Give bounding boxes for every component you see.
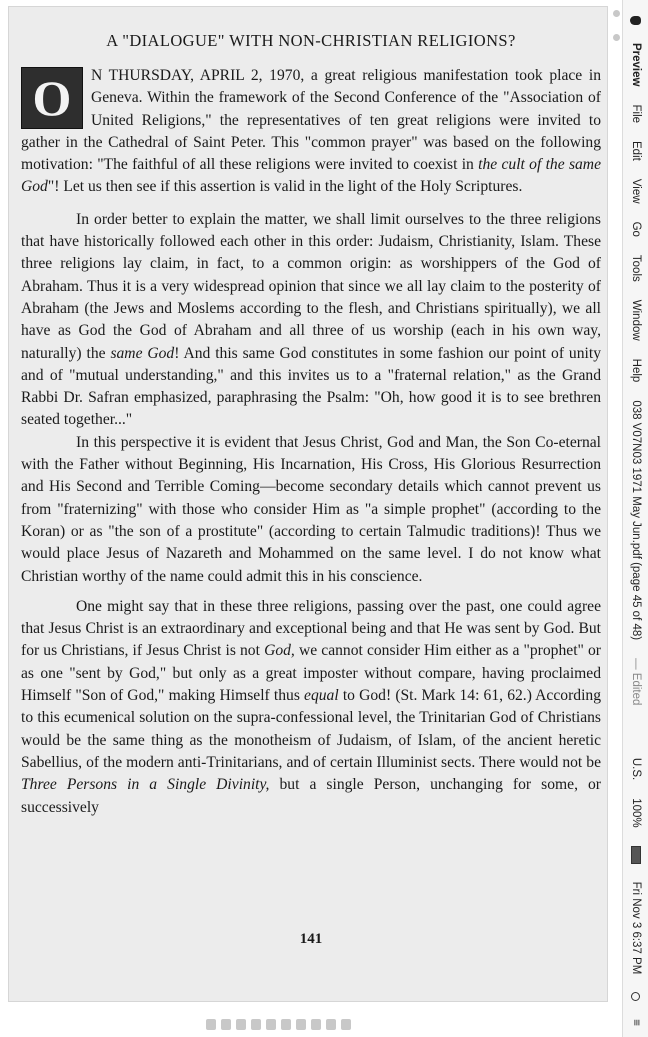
menu-window[interactable]: Window xyxy=(630,299,642,341)
bottom-toolbar xyxy=(206,1014,351,1034)
page-title: A "DIALOGUE" WITH NON-CHRISTIAN RELIGIONS? xyxy=(106,31,516,50)
menu-go[interactable]: Go xyxy=(630,221,642,237)
toolbar-icon[interactable] xyxy=(296,1019,306,1030)
toolbar-icon[interactable] xyxy=(236,1019,246,1030)
document-title[interactable]: 038 V07N03 1971 May Jun.pdf (page 45 of 48) xyxy=(630,400,642,641)
page-content xyxy=(21,31,602,947)
menubar-contents xyxy=(627,16,645,1026)
paragraph-1: O N THURSDAY, APRIL 2, 1970, a great religious manifestation took place in Geneva. Within the framework of the Second Conference of the "Association of United Religions," the representatives of ten great religions were invited to gather in the Cathedral of Saint Peter. This "common prayer" was based on the following motivation: "The faithful of all these religions were invited to coexist in the cult of the same God"! Let us then see if this assertion is valid in the light of the Holy Scriptures. xyxy=(21,67,601,196)
page-number: 141 xyxy=(299,931,323,947)
toolbar-icon[interactable] xyxy=(311,1019,321,1030)
toolbar-icon[interactable] xyxy=(251,1019,261,1030)
scroll-dot xyxy=(613,34,620,41)
vertical-scrollbar[interactable] xyxy=(613,8,620,998)
toolbar-icon[interactable] xyxy=(326,1019,336,1030)
menu-file[interactable]: File xyxy=(630,104,642,124)
menu-edit[interactable]: Edit xyxy=(630,141,642,161)
menu-tools[interactable]: Tools xyxy=(630,254,642,282)
battery-icon[interactable] xyxy=(631,846,641,864)
notification-center-icon[interactable]: ≡ xyxy=(630,1019,642,1026)
toolbar-icon[interactable] xyxy=(266,1019,276,1030)
app-menu[interactable]: Preview xyxy=(630,43,642,87)
battery-percent[interactable]: 100% xyxy=(630,798,642,828)
input-source[interactable]: U.S. xyxy=(630,757,642,781)
toolbar-icon[interactable] xyxy=(206,1019,216,1030)
toolbar-icon[interactable] xyxy=(281,1019,291,1030)
paragraph-4: One might say that in these three religions, passing over the past, one could agree that Jesus Christ is an extraordinary and exceptional being and that He was sent by God. But for us Christians, if Jesus Christ is not God, we cannot consider Him either as a "prophet" or as one "sent by God," but only as a great imposter without compare, having proclaimed Himself "Son of God," making Himself thus equal to God! (St. Mark 14: 61, 62.) According to this ecumenical solution on the supra-confessional level, the Trinitarian God of Christians would be the same thing as the monotheism of Judaism, of Islam, of the ancient heretic Sabellius, of the modern anti-Trinitarians, and of certain Illuminist sects. There would not be Three Persons in a Single Divinity, but a single Person, unchanging for some, or successively xyxy=(21,597,602,816)
edited-indicator[interactable]: — Edited xyxy=(630,658,642,706)
toolbar-icon[interactable] xyxy=(341,1019,351,1030)
pdf-page xyxy=(8,6,608,1002)
scroll-thumb[interactable] xyxy=(613,10,620,17)
menu-view[interactable]: View xyxy=(630,178,642,204)
drop-cap-ornament: O xyxy=(21,67,83,129)
clock[interactable]: Fri Nov 3 6:37 PM xyxy=(630,881,642,975)
spotlight-search-icon[interactable] xyxy=(632,992,641,1001)
apple-icon[interactable] xyxy=(631,16,642,25)
menu-help[interactable]: Help xyxy=(630,358,642,383)
system-menubar xyxy=(622,0,648,1037)
toolbar-icon[interactable] xyxy=(221,1019,231,1030)
paragraph-3: In this perspective it is evident that Jesus Christ, God and Man, the Son Co-eternal with the Father without Beginning, His Incarnation, His Cross, His Glorious Resurrection and His Second and Terrible Coming—become secondary details which cannot prevent us from "fraternizing" with those who consider Him as "a simple prophet" (according to the Koran) or as "the son of a prostitute" (according to certain Talmudic traditions)! Thus we would place Jesus of Nazareth and Mohammed on the same level. I do not know what Christian worthy of the name could admit this in his conscience. xyxy=(21,433,601,585)
paragraph-2: In order better to explain the matter, we shall limit ourselves to the three religions that have historically followed each other in this order: Judaism, Christianity, Islam. These three religions lay claim, in fact, to a common origin: as worshippers of the God of Abraham. Thus it is a very widespread opinion that since we all lay claim to the posterity of Abraham (the Jews and Moslems according to the flesh, and Christians spiritually), we all have as God the God of Abraham and all three of us worship (each in his own way, naturally) the same God! And this same God constitutes in some fashion our point of unity and of "mutual understanding," and this invites us to a "fraternal relation," as the Grand Rabbi Dr. Safran emphasized, paraphrasing the Psalm: "Oh, how good it is to see brethren seated together..." xyxy=(21,210,601,429)
